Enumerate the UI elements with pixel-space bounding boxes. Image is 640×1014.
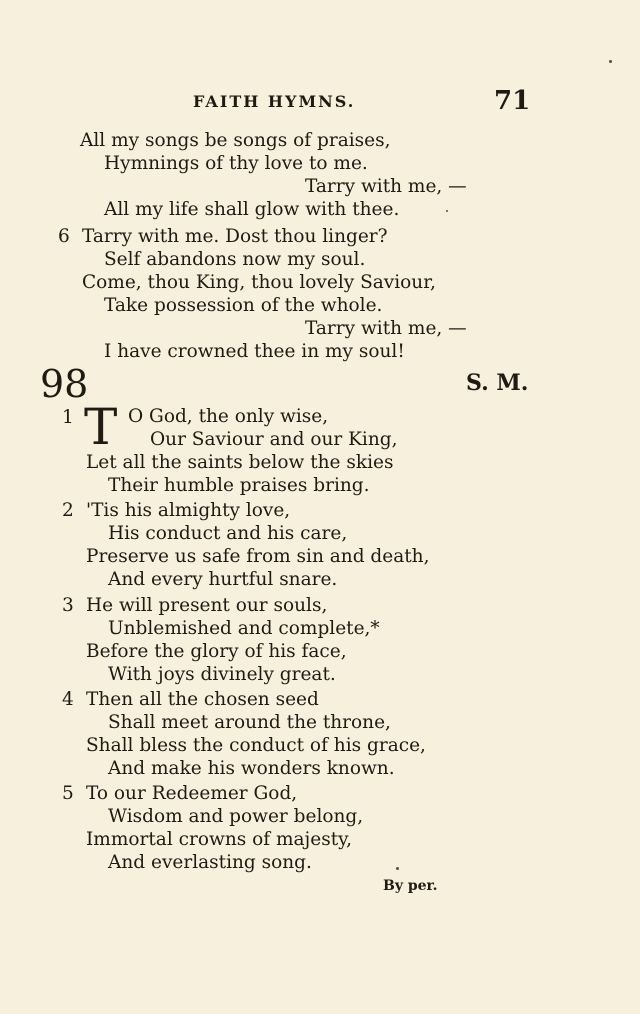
verse-line: Their humble praises bring.	[108, 475, 370, 496]
verse-line: Hymnings of thy love to me.	[104, 153, 368, 174]
stanza-number: 3	[62, 595, 74, 616]
refrain-line: Tarry with me, —	[305, 176, 467, 197]
credit-note: By per.	[383, 878, 438, 894]
ink-speck	[609, 60, 612, 63]
verse-line: Immortal crowns of majesty,	[86, 829, 353, 850]
verse-line: Shall bless the conduct of his grace,	[86, 735, 426, 756]
hymn-meter: S. M.	[466, 370, 529, 396]
verse-line: He will present our souls,	[86, 595, 328, 616]
stanza-number: 5	[62, 783, 74, 804]
verse-line: Before the glory of his face,	[86, 641, 347, 662]
verse-line: I have crowned thee in my soul!	[104, 341, 405, 362]
page-header	[0, 86, 640, 116]
verse-line: Our Saviour and our King,	[150, 429, 398, 450]
stanza-number: 6	[58, 226, 70, 247]
verse-line: To our Redeemer God,	[86, 783, 298, 804]
verse-line: O God, the only wise,	[128, 406, 329, 427]
verse-line: Unblemished and complete,*	[108, 618, 380, 639]
verse-line: With joys divinely great.	[108, 664, 336, 685]
stanza-number: 4	[62, 689, 74, 710]
stanza-number: 1	[62, 407, 74, 428]
verse-line: Come, thou King, thou lovely Saviour,	[82, 272, 436, 293]
verse-line: And make his wonders known.	[108, 758, 395, 779]
verse-line: Wisdom and power belong,	[108, 806, 364, 827]
verse-line: 'Tis his almighty love,	[86, 500, 291, 521]
verse-line: Let all the saints below the skies	[86, 452, 394, 473]
refrain-line: Tarry with me, —	[305, 318, 467, 339]
running-title: FAITH HYMNS.	[193, 92, 356, 111]
verse-line: All my songs be songs of praises,	[80, 130, 391, 151]
verse-line: All my life shall glow with thee.	[104, 199, 400, 220]
drop-cap: T	[84, 398, 118, 456]
verse-line: Take possession of the whole.	[104, 295, 383, 316]
stanza-number: 2	[62, 500, 74, 521]
ink-speck	[446, 210, 448, 212]
verse-line: Tarry with me. Dost thou linger?	[82, 226, 388, 247]
page-number: 71	[494, 86, 531, 116]
verse-line: And every hurtful snare.	[108, 569, 338, 590]
verse-line: Self abandons now my soul.	[104, 249, 366, 270]
verse-line: And everlasting song.	[108, 852, 312, 873]
verse-line: Then all the chosen seed	[86, 689, 319, 710]
ink-speck	[396, 867, 399, 870]
verse-line: Preserve us safe from sin and death,	[86, 546, 430, 567]
verse-line: His conduct and his care,	[108, 523, 348, 544]
verse-line: Shall meet around the throne,	[108, 712, 391, 733]
hymn-number: 98	[40, 362, 89, 406]
